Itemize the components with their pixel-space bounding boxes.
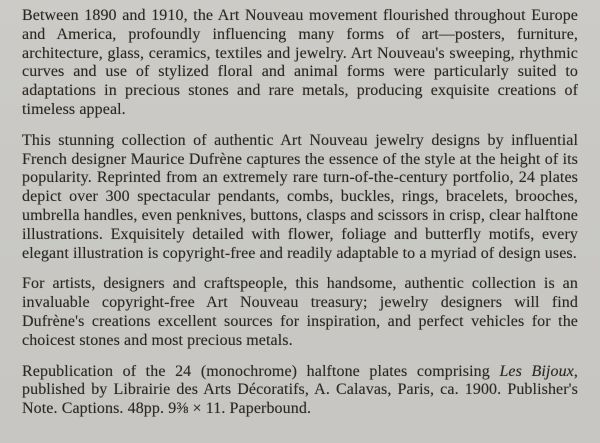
paragraph-collection-description: This stunning collection of authentic Art Nouveau jewelry designs by influential French designer Maurice Dufrène captures the essence of the style at the height of its popularity. Reprinted from an extremely rare turn-of-the-century portfolio, 24 plates depict over 300 spectacular pendants, combs, buckles, rings, bracelets, brooches, umbrella handles, even penknives, buttons, clasps and scissors in crisp, clear halftone illustrations. Exquisitely detailed with flower, foliage and butterfly motifs, every elegant illustration is copyright-free and readily adaptable to a myriad of design uses. — [22, 131, 578, 262]
book-title: Les Bijoux — [499, 362, 574, 380]
paragraph-art-nouveau-history: Between 1890 and 1910, the Art Nouveau movement flourished throughout Europe and America, profoundly influencing many forms of art—posters, furniture, architecture, glass, ceramics, textiles and jewelry. Art Nouveau's sweeping, rhythmic curves and use of stylized floral and animal forms were particularly suited to adaptations in precious stones and rare metals, producing exquisite creations of timeless appeal. — [22, 7, 578, 118]
book-description-text — [22, 7, 578, 419]
publication-details-after-title: , published by Librairie des Arts Décoratifs, A. Calavas, Paris, ca. 1900. Publisher's Note. Captions. 48pp. 9⅜ × 11. Paperbound. — [22, 362, 578, 418]
publication-details-before-title: Republication of the 24 (monochrome) halftone plates comprising — [22, 362, 500, 380]
paragraph-publication-details — [22, 363, 578, 419]
paragraph-audience: For artists, designers and craftspeople, this handsome, authentic collection is an invaluable copyright-free Art Nouveau treasury; jewelry designers will find Dufrène's creations excellent sources for inspiration, and perfect vehicles for the choicest stones and most precious metals. — [22, 275, 578, 349]
